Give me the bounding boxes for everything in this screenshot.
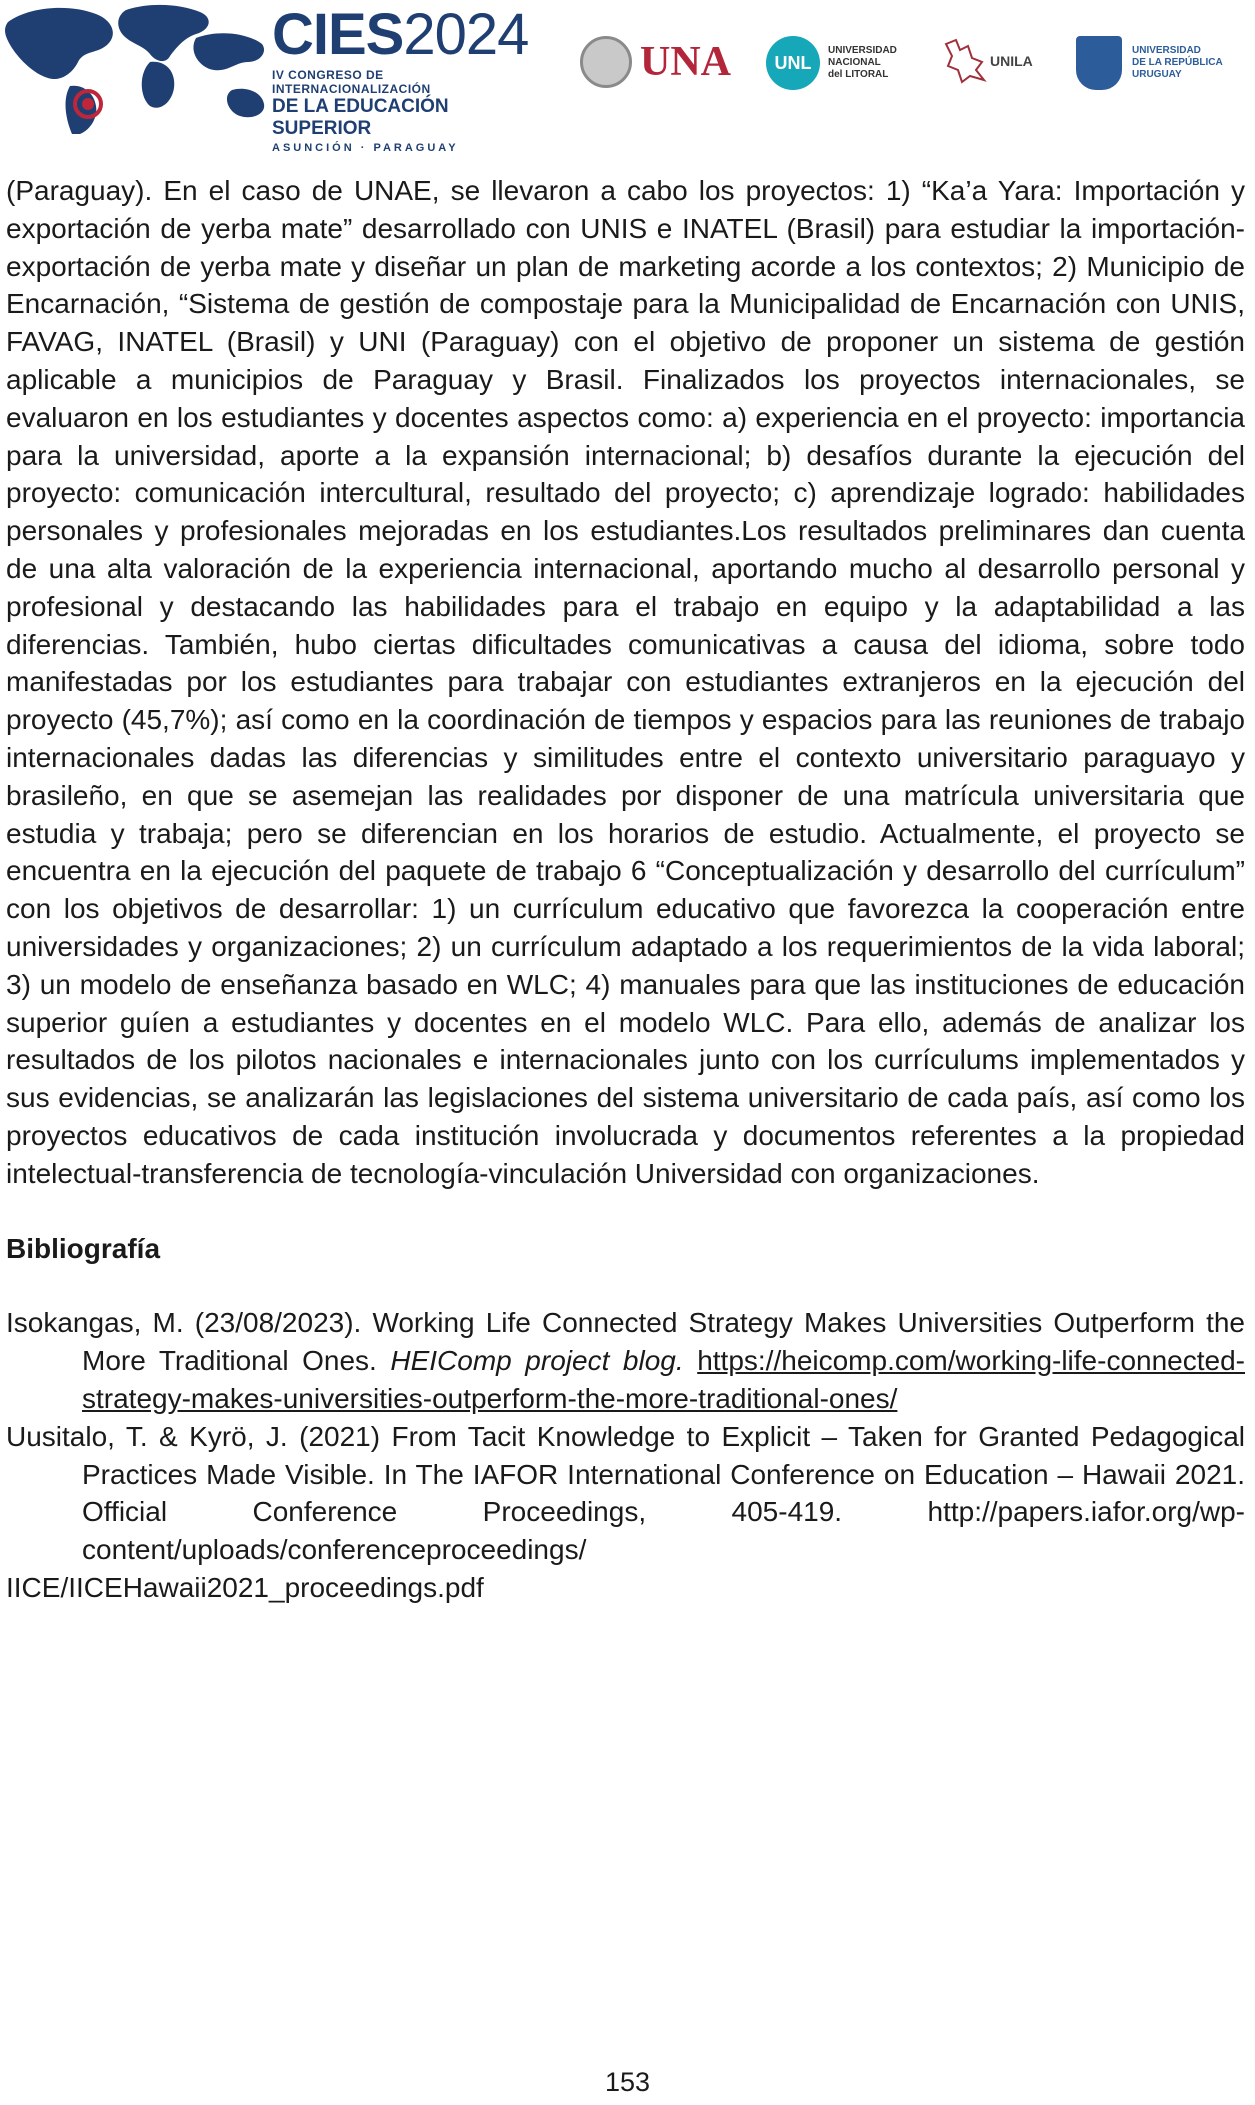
page-header (0, 0, 1255, 154)
reference-1-link[interactable]: https://heicomp.com/working-life-connected-strategy-makes-universities-outperform-the-more-traditional-ones/ (82, 1345, 1245, 1414)
unl-circle-icon: UNL (766, 36, 820, 90)
reference-2-continuation: IICE/IICEHawaii2021_proceedings.pdf (6, 1571, 484, 1603)
unila-logo-text: UNILA (990, 53, 1033, 69)
udelar-logo-text: UNIVERSIDAD DE LA REPÚBLICA URUGUAY (1132, 45, 1223, 80)
cies-logo (272, 2, 529, 154)
udelar-crest-icon (1076, 36, 1122, 90)
udelar-logo (1076, 36, 1223, 90)
una-logo-text: UNA (640, 39, 731, 85)
world-map-logo (0, 0, 268, 135)
cies-logo-line1: IV CONGRESO DE INTERNACIONALIZACIÓN (272, 68, 431, 96)
body-paragraph: (Paraguay). En el caso de UNAE, se llevaron a cabo los proyectos: 1) “Ka’a Yara: Importación y exportación de yerba mate” desarrollado con UNIS e INATEL (Brasil) para estudiar la importación-exportación de yerba mate y diseñar un plan de marketing acorde a los contextos; 2) Municipio de Encarnación, “Sistema de gestión de compostaje para la Municipalidad de Encarnación con UNIS, FAVAG, INATEL (Brasil) y UNI (Paraguay) con el objetivo de proponer un sistema de gestión aplicable a municipios de Paraguay y Brasil. Finalizados los proyectos internacionales, se evaluaron en los estudiantes y docentes aspectos como: a) experiencia en el proyecto: importancia para la universidad, aporte a la expansión internacional; b) desafíos durante la ejecución del proyecto: comunicación intercultural, resultado del proyecto; c) aprendizaje logrado: habilidades personales y profesionales mejoradas en los estudiantes.Los resultados preliminares dan cuenta de una alta valoración de la experiencia internacional, aportando mucho al desarrollo personal y profesional y destacando las habilidades para el trabajo en equipo y la adaptabilidad a las diferencias. También, hubo ciertas dificultades comunicativas a causa del idioma, sobre todo manifestadas por los estudiantes para trabajar con estudiantes extranjeros en la ejecución del proyecto (45,7%); así como en la coordinación de tiempos y espacios para las reuniones de trabajo internacionales dadas las diferencias y similitudes entre el contexto universitario paraguayo y brasileño, en que se asemejan las realidades por disponer de una matrícula universitaria que estudia y trabaja; pero se diferencian en los horarios de estudio. Actualmente, el proyecto se encuentra en la ejecución del paquete de trabajo 6 “Conceptualización y desarrollo del currículum” con los objetivos de desarrollar: 1) un currículum educativo que favorezca la cooperación entre universidades y organizaciones; 2) un currículum adaptado a los requerimientos de la vida laboral; 3) un modelo de enseñanza basado en WLC; 4) manuales para que las instituciones de educación superior guíen a estudiantes y docentes en el modelo WLC. Para ello, además de analizar los resultados de los pilotos nacionales e internacionales junto con los currículums implementados y sus evidencias, se analizarán las legislaciones del sistema universitario de cada país, así como los proyectos educativos de cada institución involucrada y documentos referentes a la propiedad intelectual-transferencia de tecnología-vinculación Universidad con organizaciones. (6, 175, 1245, 1189)
reference-2: Uusitalo, T. & Kyrö, J. (2021) From Tacit Knowledge to Explicit – Taken for Granted Pedagogical Practices Made Visible. In The IAFOR International Conference on Education – Hawaii 2021. Official Conference Proceedings, 405-419. http://papers.iafor.org/wp-content/uploads/conferenceproceedings/ IICE/IICEHawaii2021_proceedings.pdf (6, 1418, 1245, 1607)
unl-logo (766, 36, 897, 90)
cies-logo-title: CIES2024 (272, 2, 529, 67)
unila-logo (942, 36, 1033, 86)
cies-logo-line3: ASUNCIÓN · PARAGUAY (272, 142, 459, 154)
unl-logo-text: UNIVERSIDAD NACIONAL del LITORAL (828, 45, 897, 80)
cies-logo-line2: DE LA EDUCACIÓN SUPERIOR (272, 96, 449, 139)
una-seal-icon (580, 36, 632, 88)
page-content (6, 172, 1245, 1607)
unila-mark-icon (942, 36, 988, 86)
page-number: 153 (604, 2067, 651, 2097)
una-logo (580, 36, 731, 88)
reference-1: Isokangas, M. (23/08/2023). Working Life Connected Strategy Makes Universities Outperform the More Traditional Ones. HEIComp project blog. https://heicomp.com/working-life-connected-strategy-makes-universities-outperform-the-more-traditional-ones/ (6, 1307, 1245, 1414)
bibliography-heading: Bibliografía (6, 1232, 161, 1264)
reference-1-source: HEIComp project blog. (390, 1345, 684, 1377)
